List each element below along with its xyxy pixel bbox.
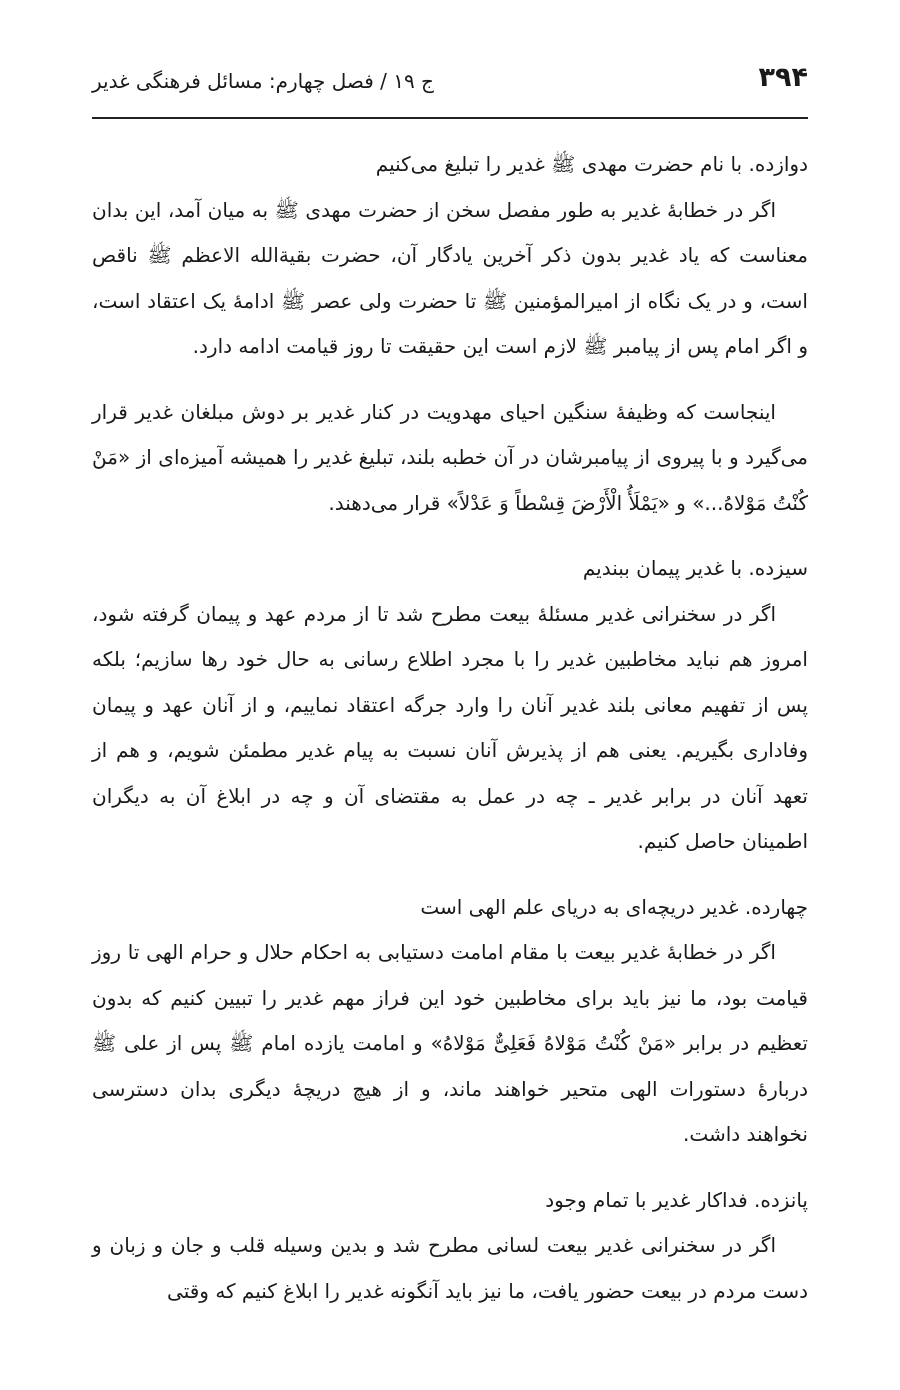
section-title: سیزده. با غدیر پیمان ببندیم xyxy=(582,556,808,580)
paragraph: اگر در خطابهٔ غدیر بیعت با مقام امامت دستیابی به احکام حلال و حرام الهی تا روز قیامت بود، ما نیز باید برای مخاطبین خود این فراز مهم غدیر را تبیین کنیم که بدون تعظیم در برابر «مَنْ کُنْتُ مَوْلاهُ فَعَلِیٌّ مَوْلاهُ» و امامت یازده امام ﷺ پس از علی ﷺ دربارهٔ دستورات الهی متحیر خواهند ماند، و از هیچ دریچهٔ دیگری بدان دسترسی نخواهند داشت. xyxy=(92,940,808,1146)
section-13 xyxy=(92,546,808,865)
paragraph: اگر در سخنرانی غدیر مسئلهٔ بیعت مطرح شد تا از مردم عهد و پیمان گرفته شود، امروز هم نباید مخاطبین غدیر را با مجرد اطلاع رسانی به حال خود رها سازیم؛ بلکه پس از تفهیم معانی بلند غدیر آنان را وارد جرگه اعتقاد نماییم، و از آنان عهد و پیمان وفاداری بگیریم. یعنی هم از پذیرش آنان نسبت به پیام غدیر مطمئن شویم، و هم از تعهد آنان در برابر غدیر ـ چه در عمل به مقتضای آن و چه در ابلاغ آن به دیگران اطمینان حاصل کنیم. xyxy=(92,601,808,853)
paragraph: اگر در خطابهٔ غدیر به طور مفصل سخن از حضرت مهدی ﷺ به میان آمد، این بدان معناست که یاد غدیر بدون ذکر آخرین یادگار آن، حضرت بقیةالله الاعظم ﷺ ناقص است، و در یک نگاه از امیرالمؤمنین ﷺ تا حضرت ولی عصر ﷺ ادامهٔ یک اعتقاد است، و اگر امام پس از پیامبر ﷺ لازم است این حقیقت تا روز قیامت ادامه دارد. xyxy=(92,197,808,358)
section-title: دوازده. با نام حضرت مهدی ﷺ غدیر را تبلیغ می‌کنیم xyxy=(375,152,808,176)
section-title: پانزده. فداکار غدیر با تمام وجود xyxy=(545,1187,808,1212)
section-title: چهارده. غدیر دریچه‌ای به دریای علم الهی است xyxy=(420,894,808,919)
paragraph: اگر در سخنرانی غدیر بیعت لسانی مطرح شد و بدین وسیله قلب و جان و زبان و دست مردم در بیعت حضور یافت، ما نیز باید آنگونه غدیر را ابلاغ کنیم که وقتی xyxy=(92,1233,808,1303)
page-number: ۳۹۴ xyxy=(758,62,808,93)
section-12 xyxy=(92,142,808,526)
header-rule xyxy=(92,117,808,119)
page-body xyxy=(92,142,808,1314)
page-header xyxy=(92,62,808,93)
section-14 xyxy=(92,885,808,1158)
paragraph: اینجاست که وظیفهٔ سنگین احیای مهدویت در کنار غدیر بر دوش مبلغان غدیر قرار می‌گیرد و با پیروی از پیامبرشان در آن خطبه بلند، تبلیغ غدیر را همیشه آمیزه‌ای از «مَنْ کُنْتُ مَوْلاهُ...» و «یَمْلَأُ الْأَرْضَ قِسْطاً وَ عَدْلاً» قرار می‌دهند. xyxy=(92,399,808,515)
running-head: ج ۱۹ / فصل چهارم: مسائل فرهنگی غدیر xyxy=(92,69,434,93)
section-15 xyxy=(92,1178,808,1315)
